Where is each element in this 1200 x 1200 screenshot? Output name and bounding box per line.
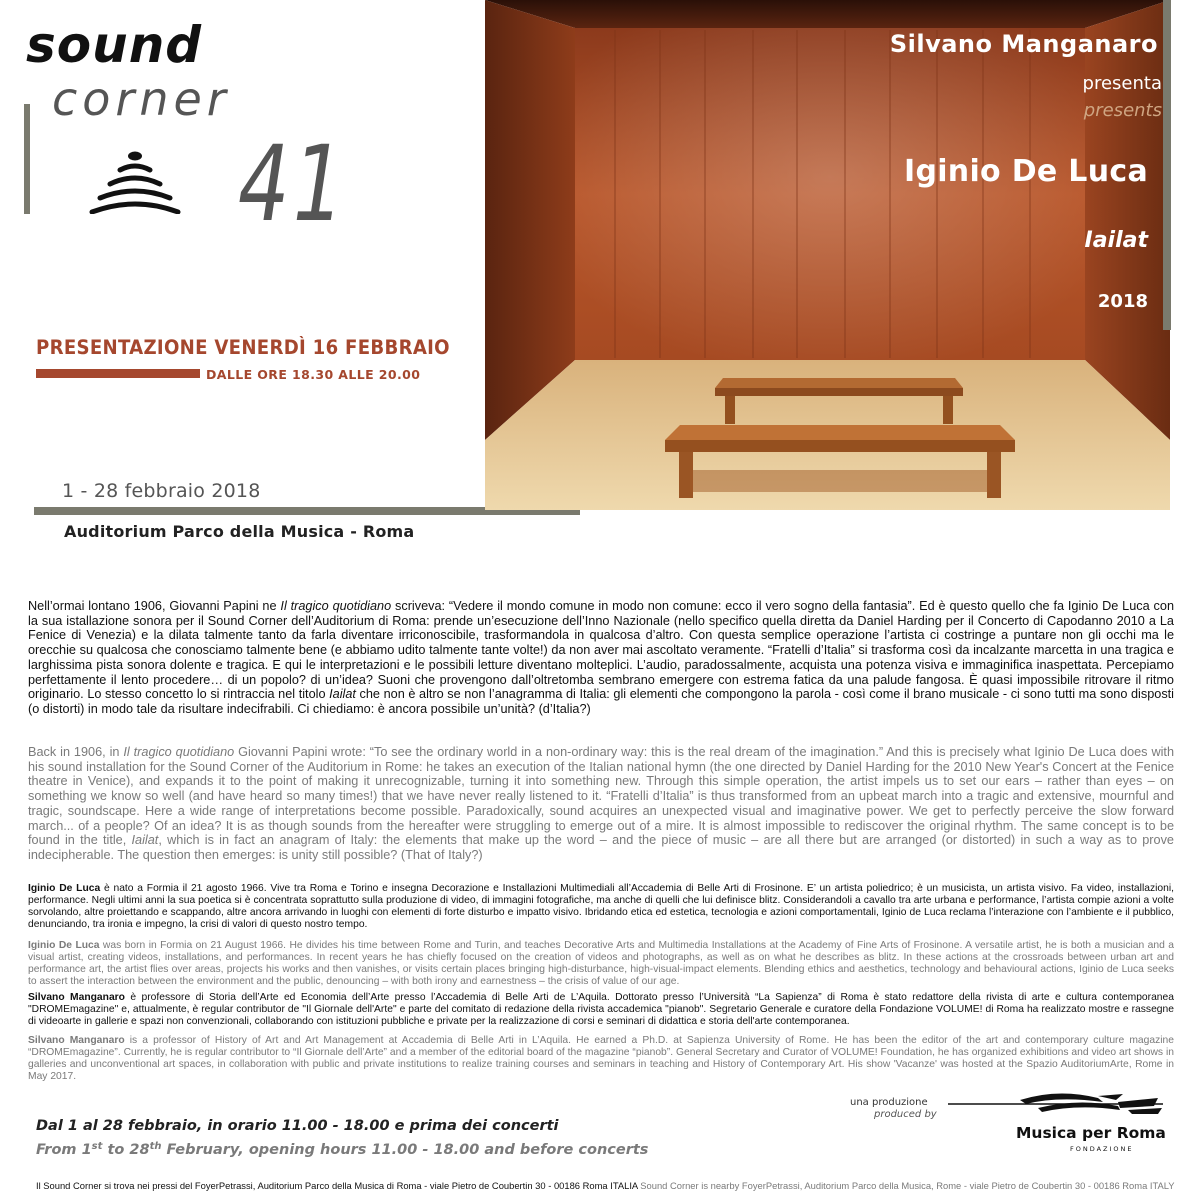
opening-hours-english: From 1st to 28th February, opening hours 11.00 - 18.00 and before concerts	[36, 1141, 649, 1158]
sound-waves-icon	[80, 128, 190, 218]
artist-name: Iginio De Luca	[903, 154, 1148, 189]
musica-per-roma-logo	[948, 1090, 1168, 1128]
curator-bio-italian: Silvano Manganaro è professore di Storia dell’Arte ed Economia dell’Arte presso l’Accademia di Belle Arti de L’Aquila. Dottorato presso l’Università “La Sapienza” di Roma è stato redattore della rivista di arte e cultura contemporanea "DROMEmagazine" e, attualmente, è regular contributor de "Il Giornale dell'Arte" e parte del comitato di redazione della rivista accademica "pianob". Segretario Generale e curatore della Fondazione VOLUME! di Roma ha realizzato mostre e rassegne di videoarte in gallerie e spazi non convenzionali, collaborando con istituzioni pubbliche e private per la realizzazione di corsi e seminari di didattica e storia dell'arte contemporanea.	[28, 992, 1174, 1028]
artist-bio-english: Iginio De Luca was born in Formia on 21 August 1966. He divides his time between Rome and Turin, and teaches Decorative Arts and Multimedia Installations at the Academy of Fine Arts of Frosinone. A versatile artist, he is both a musician and a visual artist, creating videos, installations, and performances. In recent years he has chiefly focused on the creation of videos and photographs, as well as on what he describes as blitz. In these actions at the crossroads between urban art and performance art, the artist flies over areas, projects his works and then vanishes, or visits certain places bringing high-disturbance, high-visual-impact elements. Blending ethics and aesthetics, technology and behavioural actions, Iginio de Luca seeks to assert the interaction between the environment and the public, denouncing – with both irony and earnestness – the crisis of value of our age.	[28, 940, 1174, 988]
curator-name: Silvano Manganaro	[889, 30, 1158, 58]
event-dates: 1 - 28 febbraio 2018	[62, 480, 261, 502]
event-venue: Auditorium Parco della Musica - Roma	[64, 522, 415, 541]
logo-vertical-bar	[24, 104, 30, 214]
producer-name: Musica per Roma	[1016, 1124, 1166, 1142]
logo-corner-word: corner	[52, 72, 231, 126]
curator-bio-english: Silvano Manganaro is a professor of History of Art and Art Management at Accademia di Belle Arti in L’Aquila. He earned a Ph.D. at Sapienza University of Rome. He has been the editor of the art and contemporary culture magazine “DROMEmagazine”. Currently, he is regular contributor to “Il Giornale dell’Arte” and a member of the editorial board of the magazine “pianob”. General Secretary and Curator of VOLUME! Foundation, he has organized exhibitions and video art shows in galleries and unconventional art spaces, in collaboration with public and private institutions to realize training courses and seminars in teaching and History of Contemporary Art. His show 'Vacanze' was hosted at the Spazio AuditoriumArte, Rome in May 2017.	[28, 1035, 1174, 1083]
installation-photo	[485, 0, 1170, 510]
artist-bio-italian: Iginio De Luca è nato a Formia il 21 agosto 1966. Vive tra Roma e Torino e insegna Decorazione e Installazioni Multimediali all’Accademia di Belle Arti di Frosinone. E’ un artista poliedrico; è un musicista, un artista visivo. Fa video, installazioni, performance. Negli ultimi anni la sua poetica si è concentrata soprattutto sulla produzione di video, di immagini fotografiche, ma anche di quelli che lui definisce blitz. Considerandoli a cavallo tra arte urbana e performance, l’artista compie azioni a volte sorvolando, altre proiettando e scappando, altre ancora arrivando in luoghi con elementi di forte disturbo e impatto visivo. Ibridando etica ed estetica, tecnologia e azioni comportamentali, Iginio de Luca reclama l’interazione con l’ambiente e il pubblico, denunciando, tra ironia e impegno, la crisi di valori di questo nostro tempo.	[28, 883, 1174, 931]
production-label-english: produced by	[874, 1109, 937, 1120]
presenta-label: presenta	[1082, 73, 1162, 94]
presentation-accent-bar	[36, 369, 200, 378]
right-vertical-bar	[1163, 0, 1171, 330]
intro-paragraph-italian: Nell’ormai lontano 1906, Giovanni Papini ne Il tragico quotidiano scriveva: “Vedere il mondo comune in modo non comune: ecco il vero sogno della fantasia”. Ed è questo quello che fa Iginio De Luca con la sua istallazione sonora per il Sound Corner dell’Auditorium di Roma: prende un’esecuzione dell’Inno Nazionale (nello specifico quella diretta da Daniel Harding per il Concerto di Capodanno 2010 a La Fenice di Venezia) e la dilata talmente tanto da farla diventare irriconoscibile, trasformandola in qualcosa d’altro. Con questa semplice operazione l’artista ci costringe a puntare non gli occhi ma le orecchie su qualcosa che conosciamo talmente bene (e abbiamo udito talmente tante volte!) da non aver mai ascoltato veramente. “Fratelli d’Italia” si trasforma così da incalzante marcetta in una tragica e larghissima pista sonora dolente e tragica. E qui le interpretazioni e le possibili letture diventano molteplici. L’audio, paradossalmente, acquista una potenza visiva e immaginifica inaspettata. Percepiamo perfettamente il lento procedere… di un popolo? di un’idea? Suoni che provengono dall’oltretomba sembrano emergere con estrema fatica da una palude fangosa. È quasi impossibile ritrovare il ritmo originario. Lo stesso concetto lo si rintraccia nel titolo Iailat che non è altro se non l’anagramma di Italia: gli elementi che compongono la parola - così come il brano musicale - ci sono tutti ma sono disposti (o distorti) in modo tale da risultare indecifrabili. Ci chiediamo: è ancora possibile un’unità? (d’Italia?)	[28, 599, 1175, 716]
intro-paragraph-english: Back in 1906, in Il tragico quotidiano Giovanni Papini wrote: “To see the ordinary world in a non-ordinary way: this is the real dream of the imagination.” And this is precisely what Iginio De Luca does with his sound installation for the Sound Corner of the Auditorium in Rome: he takes an execution of the Italian national hymn (the one directed by Daniel Harding for the 2010 New Year's Concert at the Fenice theatre in Venice), and expands it to the point of making it unrecognizable, turning it into something new. Through this simple operation, the artist impels us to set our ears – rather than eyes – on something we know so well (and have heard so many times!) that we have never really listened to it. “Fratelli d’Italia” is thus transformed from an upbeat march into a tragic and extensive, mournful and tragic, soundscape. Here a wide range of interpretations become possible. Paradoxically, sound acquires an unexpected visual and imaginative power. We get to perfectly perceive the slow forward march... of a people? Of an idea? It is as though sounds from the hereafter were struggling to emerge out of a mire. It is almost impossible to rediscover the original rhythm. The same concept is to be found in the title, Iailat, which is in fact an anagram of Italy: the elements that make up the word – and the piece of music – are all there but are arranged (or distorted) in such a way as to prove indecipherable. The question then emerges: is unity still possible? (That of Italy?)	[28, 745, 1175, 862]
producer-subtitle: FONDAZIONE	[1070, 1145, 1134, 1153]
presentation-hours: DALLE ORE 18.30 ALLE 20.00	[206, 367, 421, 382]
logo-edition-number: 41	[238, 123, 348, 245]
opening-hours-italian: Dal 1 al 28 febbraio, in orario 11.00 - 18.00 e prima dei concerti	[36, 1118, 559, 1134]
location-footer: Il Sound Corner si trova nei pressi del FoyerPetrassi, Auditorium Parco della Musica di Roma - viale Pietro de Coubertin 30 - 00186 Roma ITALIA Sound Corner is nearby FoyerPetrassi, Auditorium Parco della Musica, Rome - viale Pietro de Coubertin 30 - 00186 Roma ITALY	[36, 1180, 1175, 1191]
work-year: 2018	[1097, 291, 1148, 312]
presents-label: presents	[1083, 100, 1162, 121]
presentation-title: PRESENTAZIONE VENERDÌ 16 FEBBRAIO	[36, 336, 450, 359]
logo-sound-word: sound	[26, 16, 203, 74]
production-label-italian: una produzione	[850, 1097, 928, 1108]
work-title: Iailat	[1084, 228, 1148, 253]
